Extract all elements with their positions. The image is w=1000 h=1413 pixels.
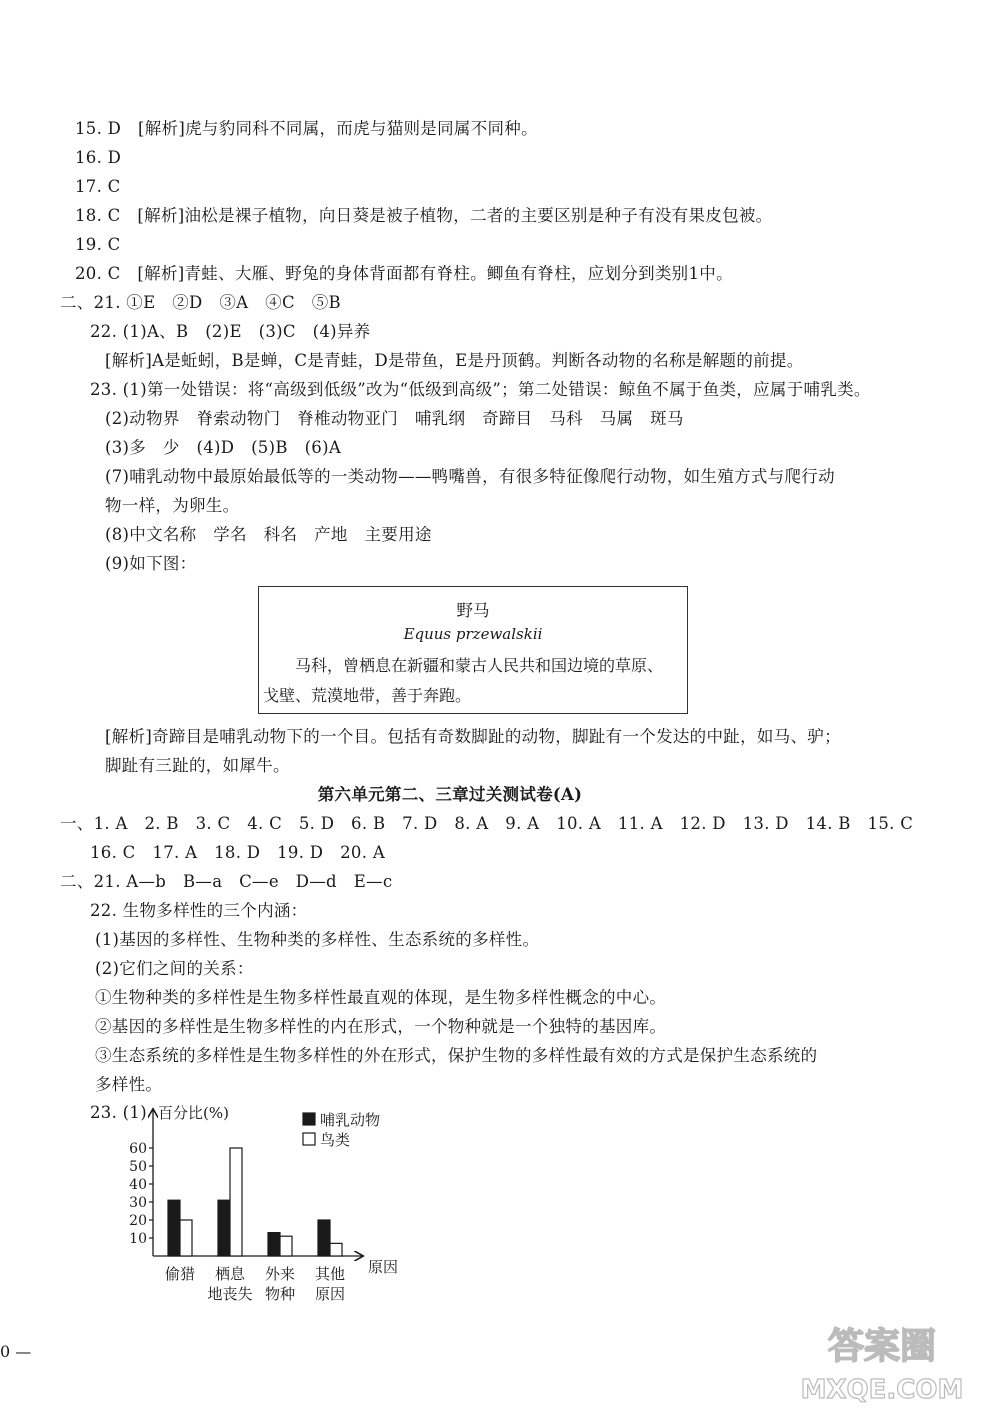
answer-23-7-b: 物一样，为卵生。 (105, 496, 240, 515)
answer-17: 17. C (75, 177, 121, 196)
y-tick-label: 60 (129, 1141, 147, 1157)
x-category-label: 栖息 (214, 1265, 246, 1283)
bar-mammal (318, 1220, 330, 1256)
answer-22-heading: 22. 生物多样性的三个内涵： (90, 901, 308, 920)
answer-21: 二、21. ①E ②D ③A ④C ⑤B (60, 293, 341, 312)
x-axis-label: 原因 (368, 1258, 399, 1276)
x-category-label: 地丧失 (207, 1285, 253, 1303)
answer-18: 18. C [解析]油松是裸子植物，向日葵是被子植物，二者的主要区别是种子有没有果皮包被。 (75, 206, 773, 225)
relation-3: ③生态系统的多样性是生物多样性的外在形式，保护生物的多样性最有效的方式是保护生态系统的 (95, 1046, 818, 1065)
answer-16: 16. D (75, 148, 122, 167)
legend-label: 哺乳动物 (320, 1111, 381, 1129)
answer-20: 20. C [解析]青蛙、大雁、野兔的身体背面都有脊柱。鲫鱼有脊柱，应划分到类别1中。 (75, 264, 733, 283)
analysis-22: [解析]A是蚯蚓，B是蝉，C是青蛙，D是带鱼，E是丹顶鹤。判断各动物的名称是解题的前提。 (105, 351, 804, 370)
y-tick-label: 40 (129, 1177, 147, 1193)
y-axis-label: 百分比(%) (158, 1104, 229, 1122)
answer-19: 19. C (75, 235, 121, 254)
relation-1: ①生物种类的多样性是生物多样性最直观的体现，是生物多样性概念的中心。 (95, 988, 667, 1007)
y-tick-label: 10 (129, 1231, 147, 1247)
answer-23-3-6: (3)多 少 (4)D (5)B (6)A (105, 438, 342, 457)
x-category-label: 原因 (314, 1285, 346, 1303)
answer-matching-21: 二、21. A—b B—a C—e D—d E—c (60, 872, 393, 891)
bar-bird (180, 1220, 192, 1256)
answer-15: 15. D [解析]虎与豹同科不同属，而虎与猫则是同属不同种。 (75, 119, 538, 138)
watermark-text-top: 答案圈 (827, 1326, 937, 1367)
watermark-text-bottom: MXQE.COM (800, 1375, 964, 1405)
answer-22-1: (1)基因的多样性、生物种类的多样性、生态系统的多样性。 (95, 930, 540, 949)
y-tick-label: 20 (129, 1213, 147, 1229)
legend-swatch (303, 1113, 315, 1125)
answers-16-20: 16. C 17. A 18. D 19. D 20. A (90, 843, 386, 862)
bar-bird (230, 1148, 242, 1256)
answers-1-15: 一、1. A 2. B 3. C 4. C 5. D 6. B 7. D 8. A 9. A 10. A 11. A 12. D 13. D 14. B 15. C (60, 814, 914, 833)
question-23-label: 23. (1) (90, 1103, 147, 1122)
wild-horse-card (258, 586, 688, 714)
legend-label: 鸟类 (320, 1131, 351, 1149)
answer-23-7-a: (7)哺乳动物中最原始最低等的一类动物——鸭嘴兽，有很多特征像爬行动物，如生殖方式与爬行动 (105, 467, 835, 486)
answer-23-8: (8)中文名称 学名 科名 产地 主要用途 (105, 525, 432, 544)
y-tick-label: 50 (129, 1159, 147, 1175)
x-category-label: 物种 (264, 1285, 296, 1303)
x-category-label: 其他 (314, 1265, 346, 1283)
section-heading: 第六单元第二、三章过关测试卷(A) (317, 785, 583, 804)
card-body-line1: 马科，曾栖息在新疆和蒙古人民共和国边境的草原、 (295, 656, 664, 675)
analysis-23: [解析]奇蹄目是哺乳动物下的一个目。包括有奇数脚趾的动物，脚趾有一个发达的中趾，如马、驴； (105, 727, 841, 746)
legend-swatch (303, 1133, 315, 1145)
x-category-label: 偷猎 (164, 1265, 196, 1283)
y-tick-label: 30 (129, 1195, 147, 1211)
answer-22-2: (2)它们之间的关系： (95, 959, 254, 978)
card-title: 野马 (456, 601, 490, 620)
bar-mammal (168, 1200, 180, 1256)
answer-23-9: (9)如下图： (105, 554, 197, 573)
bar-bird (280, 1236, 292, 1256)
bar-chart (0, 1090, 460, 1305)
answer-23-1: 23. (1)第一处错误：将“高级到低级”改为“低级到高级”；第二处错误：鲸鱼不属于鱼类，应属于哺乳类。 (90, 380, 871, 399)
watermark-logo (770, 1318, 995, 1408)
analysis-23-cont: 脚趾有三趾的，如犀牛。 (105, 756, 290, 775)
relation-3-cont: 多样性。 (95, 1075, 163, 1094)
x-category-label: 外来 (264, 1265, 296, 1283)
answer-22: 22. (1)A、B (2)E (3)C (4)异养 (90, 322, 371, 341)
bar-mammal (218, 1200, 230, 1256)
bar-bird (330, 1243, 342, 1256)
card-body-line2: 戈壁、荒漠地带，善于奔跑。 (263, 686, 472, 705)
answer-23-2: (2)动物界 脊索动物门 脊椎动物亚门 哺乳纲 奇蹄目 马科 马属 斑马 (105, 409, 684, 428)
relation-2: ②基因的多样性是生物多样性的内在形式，一个物种就是一个独特的基因库。 (95, 1017, 667, 1036)
page-number: 0 — (0, 1342, 32, 1361)
card-scientific-name: Equus przewalskii (403, 625, 543, 643)
bar-mammal (268, 1233, 280, 1256)
